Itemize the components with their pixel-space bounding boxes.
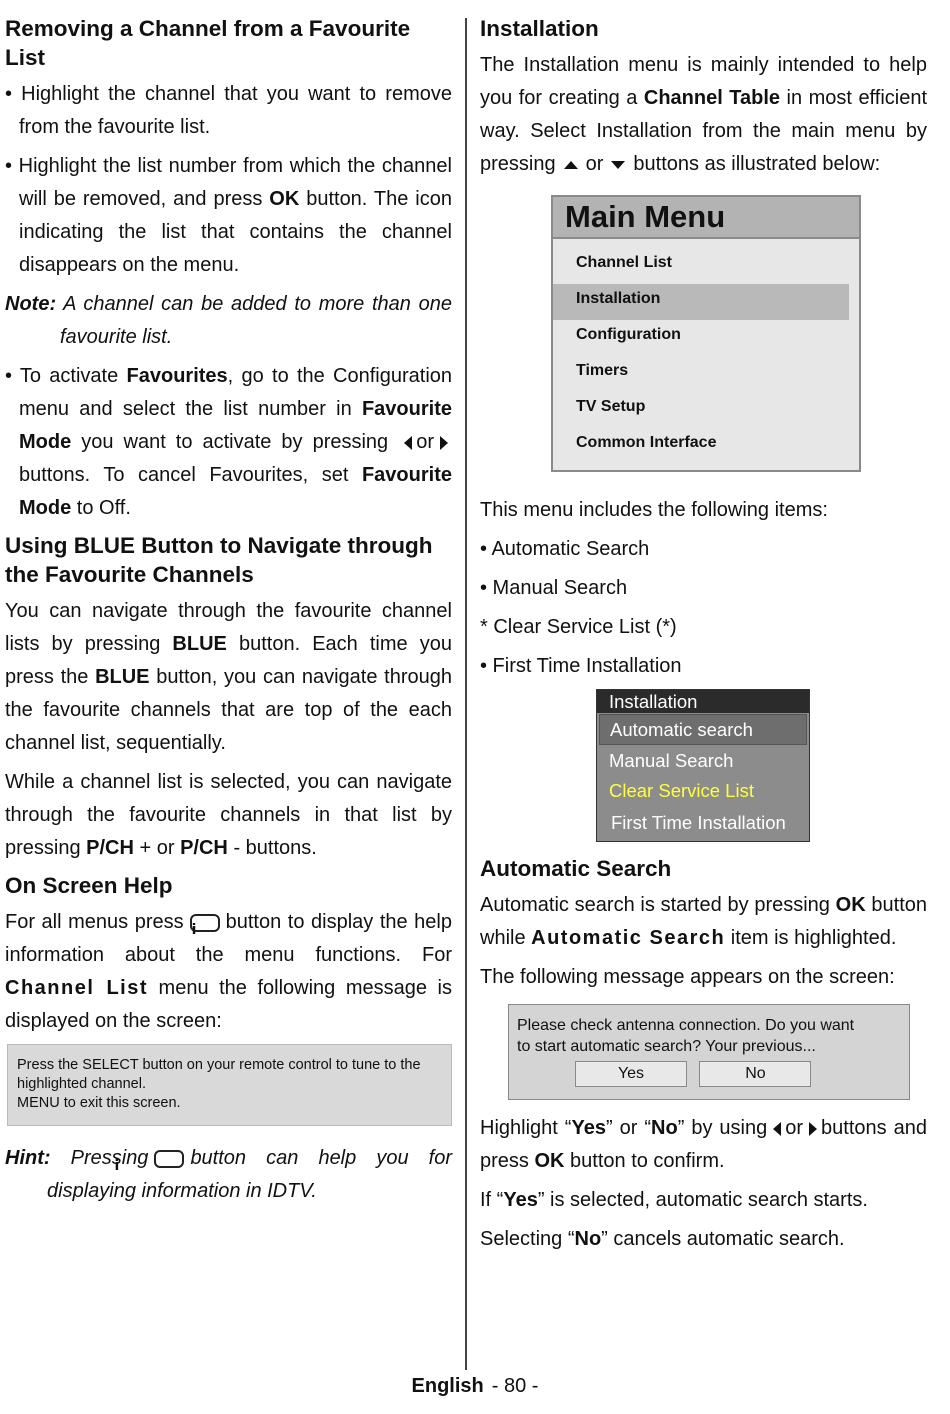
installation-item-manual-search: Manual Search: [609, 750, 734, 771]
installation-item-clear-service-list: Clear Service List: [609, 780, 754, 801]
column-divider: [465, 18, 467, 1370]
installation-item-automatic-search: Automatic search: [599, 714, 807, 745]
message-paragraph: The following message appears on the screen:: [480, 966, 895, 988]
dialog-yes-button: Yes: [575, 1061, 687, 1087]
left-column: [5, 14, 452, 1214]
main-menu-item-configuration: Configuration: [576, 326, 681, 343]
selecting-no-paragraph: Selecting “No” cancels automatic search.: [480, 1228, 845, 1250]
antenna-dialog-screenshot: [508, 1004, 910, 1100]
left-arrow-icon: [404, 436, 412, 450]
help-message-box: [7, 1044, 452, 1126]
list-item: • Automatic Search: [480, 538, 650, 560]
page-footer: [0, 1372, 950, 1400]
main-menu-item-timers: Timers: [576, 362, 629, 379]
list-item: • Manual Search: [480, 577, 628, 599]
note-paragraph: Note: A channel can be added to more than one favourite list.: [5, 293, 452, 348]
hint-paragraph: Hint: Pressingi button can help you for displaying information in IDTV.: [5, 1142, 452, 1208]
heading-installation: Installation: [480, 16, 599, 41]
down-arrow-icon: [611, 161, 625, 169]
heading-automatic-search: Automatic Search: [480, 856, 672, 881]
main-menu-item-common-interface: Common Interface: [576, 434, 717, 451]
remove-bullet-1: • Highlight the channel that you want to remove from the favourite list.: [5, 83, 452, 138]
info-button-icon: [154, 1150, 184, 1168]
main-menu-title: Main Menu: [553, 197, 859, 239]
installation-menu-screenshot: [596, 689, 810, 842]
main-menu-screenshot: [551, 195, 861, 472]
highlight-paragraph: Highlight “Yes” or “No” by using or buttons and press OK button to confirm.: [480, 1117, 927, 1172]
info-button-icon: [190, 914, 220, 932]
heading-removing-channel: Removing a Channel from a Favourite List: [5, 16, 411, 70]
footer-language: English: [411, 1375, 484, 1397]
remove-bullet-2: • Highlight the list number from which the channel will be removed, and press OK button. The icon indicating the list that contains the channel disappears on the menu.: [5, 155, 452, 276]
installation-menu-title: Installation: [597, 690, 809, 713]
installation-paragraph: The Installation menu is mainly intended to help you for creating a Channel Table in most efficient way. Select Installation from the main menu by pressing or buttons as illustrated below:: [480, 54, 928, 175]
includes-paragraph: This menu includes the following items:: [480, 499, 828, 521]
list-item: * Clear Service List (*): [480, 616, 677, 638]
installation-item-first-time: First Time Installation: [611, 812, 786, 833]
blue-button-paragraph: You can navigate through the favourite channel lists by pressing BLUE button. Each time you press the BLUE button, you can navigate through the favourite channels that are top of the each channel list, sequentially.: [5, 600, 452, 754]
heading-on-screen-help: On Screen Help: [5, 873, 173, 898]
while-selected-paragraph: While a channel list is selected, you can navigate through the favourite channels in that list by pressing P/CH + or P/CH - buttons.: [5, 771, 452, 859]
right-arrow-icon: [440, 436, 448, 450]
dialog-line: to start automatic search? Your previous...: [517, 1038, 816, 1055]
main-menu-item-tv-setup: TV Setup: [576, 398, 646, 415]
up-arrow-icon: [564, 161, 578, 169]
help-message-line: highlighted channel.: [17, 1076, 146, 1092]
right-arrow-icon: [809, 1122, 817, 1136]
dialog-no-button: No: [699, 1061, 811, 1087]
if-yes-paragraph: If “Yes” is selected, automatic search starts.: [480, 1189, 868, 1211]
automatic-search-paragraph: Automatic search is started by pressing OK button while Automatic Search item is highlighted.: [480, 894, 927, 949]
activate-favourites-bullet: • To activate Favourites, go to the Configuration menu and select the list number in Favourite Mode you want to activate by pressing or buttons. To cancel Favourites, set Favourite Mode to Off.: [5, 365, 453, 519]
help-message-line: MENU to exit this screen.: [17, 1095, 181, 1111]
dialog-line: Please check antenna connection. Do you want: [517, 1017, 855, 1034]
left-arrow-icon: [773, 1122, 781, 1136]
right-column: [480, 14, 927, 1262]
help-paragraph: For all menus pressi button to display the help information about the menu functions. For Channel List menu the following message is displayed on the screen:: [5, 906, 452, 1038]
list-item: • First Time Installation: [480, 655, 682, 677]
main-menu-item-channel-list: Channel List: [576, 254, 673, 271]
heading-blue-button: Using BLUE Button to Navigate through the Favourite Channels: [5, 533, 433, 587]
main-menu-item-installation: Installation: [553, 284, 849, 320]
page-number: - 80 -: [491, 1375, 539, 1397]
help-message-line: Press the SELECT button on your remote control to tune to the: [17, 1057, 421, 1073]
